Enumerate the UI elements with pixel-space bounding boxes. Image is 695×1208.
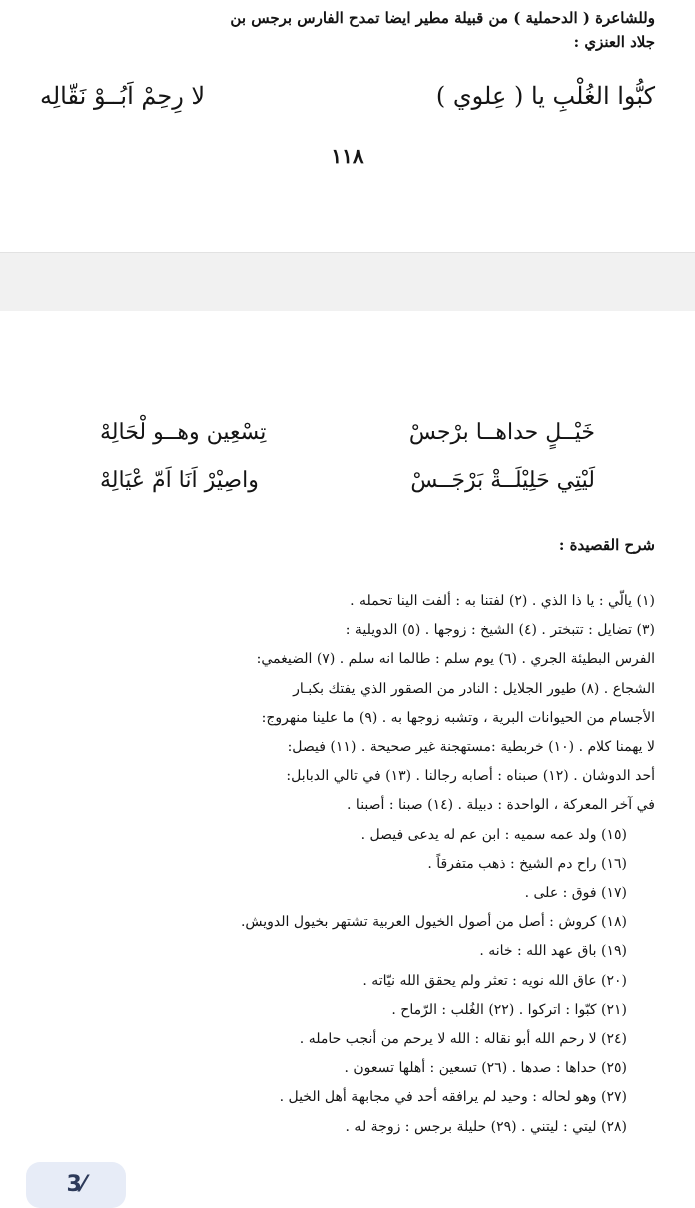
note-line: (٢٠) عاق الله نويه : تعثر ولم يحقق الله نيّاته . [362,972,627,989]
verse-first-hemistich: كبُّوا الغُلْبِ يا ( عِلوي ) [435,82,655,110]
couplet-1-second-hemistich: تِسْعِين وهــو لْحَالِهْ [100,420,267,445]
note-line: الفرس البطيئة الجري . (٦) يوم سلم : طالما انه سلم . (٧) الضيغمي: [256,651,655,668]
note-line: (١) يالّي : يا ذا الذي . (٢) لفتنا به : ألفت الينا تحمله . [350,593,655,609]
couplet-2-second-hemistich: واصِيْرْ اَنَا اَمّ عْيَالِهْ [100,468,259,493]
note-line: (١٩) باق عهد الله : خانه . [479,943,627,960]
intro-text [40,6,655,54]
page-separator [0,252,695,312]
note-line: في آخر المعركة ، الواحدة : دبيلة . (١٤) صبنا : أصبنا . [347,797,655,814]
page-badge[interactable]: 3⁄ [26,1162,126,1208]
note-line: (٢٧) وهو لحاله : وحيد لم يرافقه أحد في مجابهة أهل الخيل . [279,1089,627,1106]
note-line: (٢١) كبّوا : اتركوا . (٢٢) الغُلب : الرّماح . [391,1001,627,1018]
note-line: (٢٨) ليتي : ليتني . (٢٩) حليلة برجس : زوجة له . [345,1118,627,1135]
previous-page-fragment [0,0,695,252]
note-line: لا يهمنا كلام . (١٠) خربطية :مستهجنة غير صحيحة . (١١) فيصل: [287,739,655,756]
intro-line-1: وللشاعرة ( الدحملية ) من قبيلة مطير ايضا تمدح الفارس برجس بن [230,9,655,27]
section-title: شرح القصيدة : [558,536,655,554]
note-line: (١٧) فوق : على . [524,885,627,902]
page-number: ١١٨ [331,144,364,168]
note-line: أحد الدوشان . (١٢) صبناه : أصابه رجالنا . (١٣) في تالي الدبابل: [286,768,655,785]
verse [40,76,655,116]
current-page [0,311,695,1200]
note-line: (٢٤) لا رحم الله أبو نقاله : الله لا يرحم من أنجب حامله . [299,1031,627,1048]
poem-couplets [100,409,595,505]
intro-line-2: جلاد العنزي : [573,33,655,51]
note-line: (١٨) كروش : أصل من أصول الخيول العربية تشتهر بخيول الدويش. [240,914,627,931]
couplet-1-first-hemistich: خَيْــلٍ حداهــا برْجسْ [408,420,595,445]
note-line: (١٥) ولد عمه سميه : ابن عم له يدعى فيصل . [360,826,627,843]
note-line: (٣) تضايل : تتبختر . (٤) الشيخ : زوجها . (٥) الدويلية : [345,622,655,639]
note-line: الشجاع . (٨) طيور الجلايل : النادر من الصقور الذي يفتك بكبـار [293,680,655,697]
notes-list [34,587,655,1142]
note-line: (٢٥) حداها : صدها . (٢٦) تسعين : أهلها تسعون . [344,1060,627,1077]
note-line: (١٦) راح دم الشيخ : ذهب متفرقاً . [427,855,627,872]
verse-second-hemistich: لا رِحِمْ اَبُــوْ نَقّالِه [40,82,206,110]
couplet-2 [100,457,595,505]
note-line: الأجسام من الحيوانات البرية ، وتشبه زوجها به . (٩) ما علينا منهروج: [261,709,655,726]
couplet-1 [100,409,595,457]
couplet-2-first-hemistich: لَيْتِي حَلِيْلَــةْ بَرْجَــسْ [410,468,595,493]
